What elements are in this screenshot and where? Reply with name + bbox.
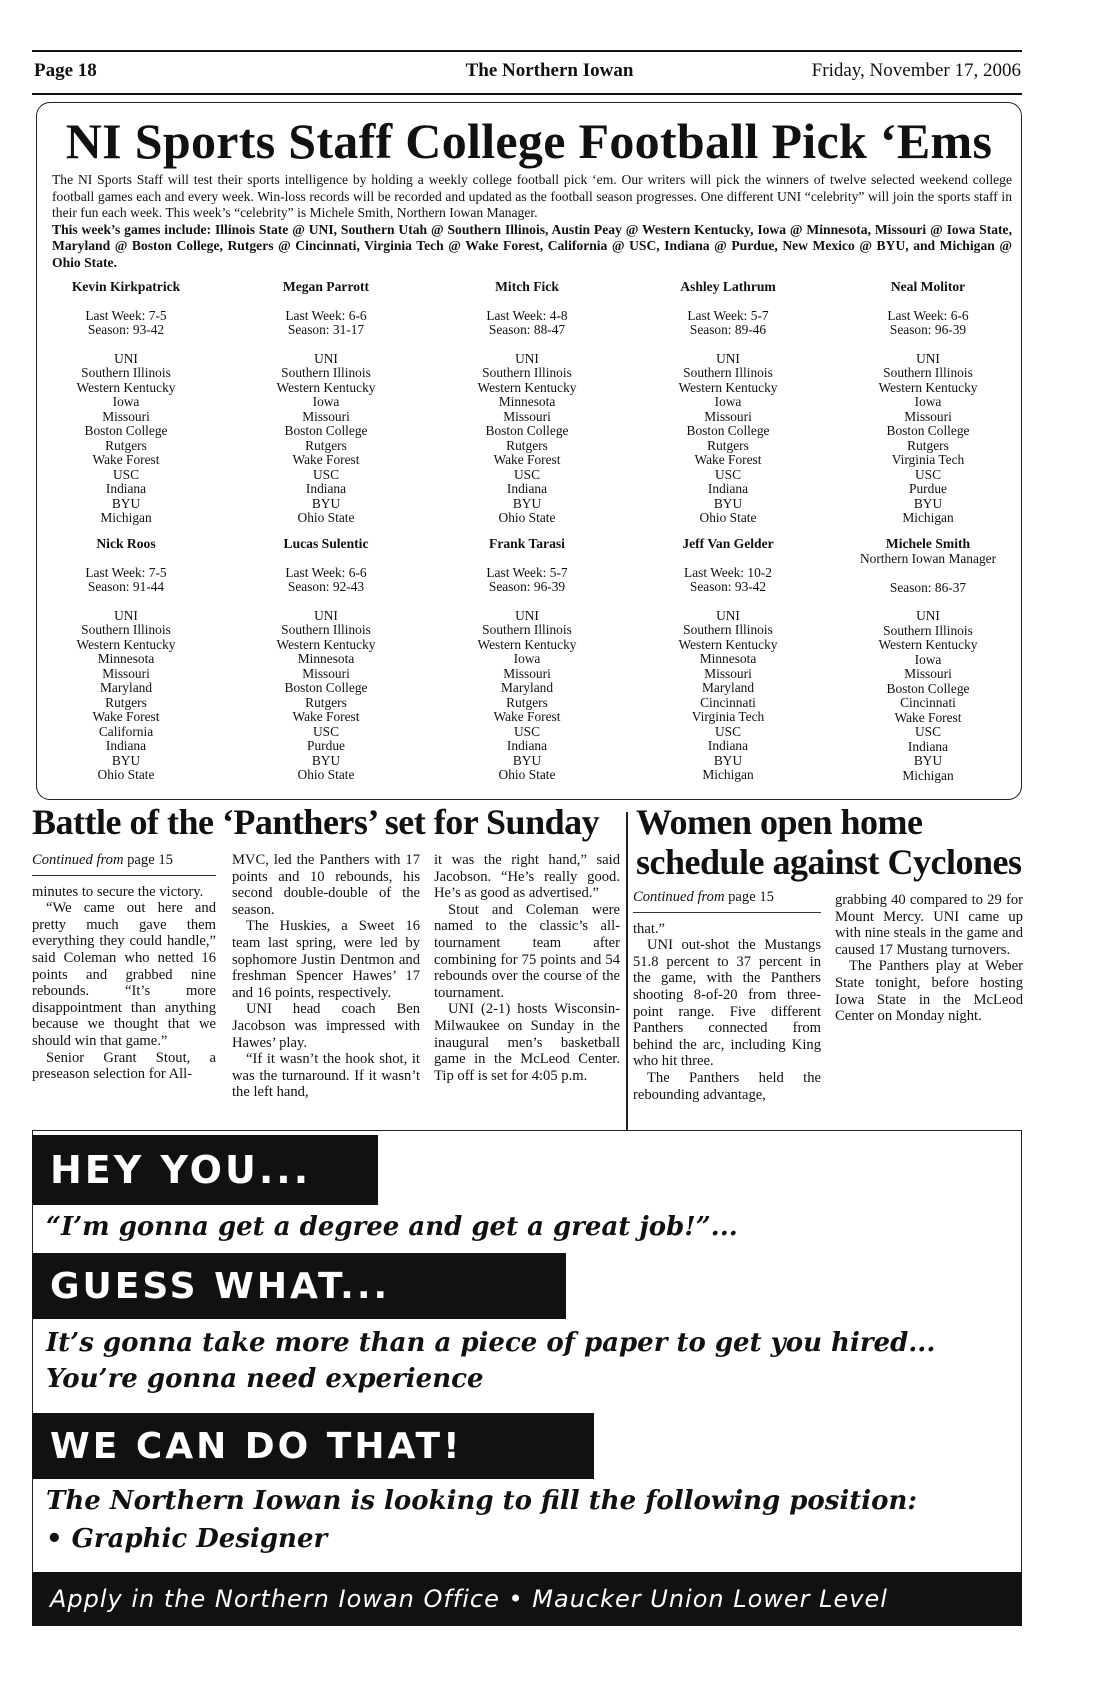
pick-item: Indiana (707, 481, 749, 496)
pick-item: Ohio State (97, 767, 155, 782)
header-top-rule (32, 50, 1022, 52)
pick-item: Minnesota (97, 651, 155, 666)
pick-item: Western Kentucky (878, 379, 978, 395)
paragraph: “We came out here and pretty much gave them everything they could handle,” said Coleman who netted 16 points and grabbed nine rebounds. “It’s more disappointment than anything because we thought that we should win that game.” (32, 900, 216, 1049)
season-record: Season: 96-39 (889, 322, 967, 337)
last-week-record: Last Week: 10-2 (684, 564, 772, 580)
picker-column (628, 537, 828, 783)
pick-item: Missouri (904, 666, 952, 681)
pick-item: Michigan (100, 510, 152, 525)
ad-looking: The Northern Iowan is looking to fill the following position: (46, 1486, 917, 1516)
pick-item: BYU (311, 495, 341, 511)
last-week-record: Last Week: 5-7 (486, 564, 568, 580)
header-bottom-rule (32, 93, 1022, 95)
pick-item: UNI (716, 350, 740, 366)
pick-item: Ohio State (498, 510, 556, 525)
season-record: Season: 88-47 (488, 322, 566, 337)
picker-subtitle (226, 295, 426, 309)
pick-item: Wake Forest (493, 452, 561, 467)
ad-hey-you: HEY YOU... (32, 1135, 378, 1205)
picker-column (26, 537, 226, 783)
pick-item: Indiana (907, 738, 949, 754)
pick-item: Southern Illinois (683, 622, 773, 637)
issue-date: Friday, November 17, 2006 (811, 60, 1021, 81)
pick-item: BYU (913, 495, 943, 511)
newspaper-name: The Northern Iowan (465, 60, 634, 81)
pick-item: Ohio State (297, 510, 355, 525)
picker-subtitle (427, 295, 627, 309)
pick-item: Rutgers (707, 437, 749, 453)
pick-item: Western Kentucky (678, 379, 778, 395)
pick-item: Ohio State (297, 767, 355, 782)
pick-item: Boston College (886, 680, 970, 696)
pick-item: Michigan (902, 510, 954, 525)
pick-item: BYU (713, 495, 743, 511)
pick-item: UNI (716, 607, 740, 623)
pick-item: Wake Forest (92, 452, 160, 467)
continued-from: Continued from page 15 (32, 852, 216, 876)
pick-item: Iowa (914, 651, 942, 667)
pick-item: Boston College (284, 680, 368, 695)
picker-column (628, 280, 828, 526)
pick-item: Wake Forest (894, 709, 962, 725)
picker-column (427, 280, 627, 526)
pick-item: Minnesota (297, 651, 355, 666)
pick-item: USC (312, 723, 340, 739)
picker-name: Frank Tarasi (489, 536, 565, 551)
pick-item: Virginia Tech (891, 452, 965, 467)
pick-item: Western Kentucky (678, 636, 778, 652)
pick-item: Iowa (714, 394, 742, 409)
pick-item: Southern Illinois (482, 622, 572, 637)
paragraph: that.” (633, 920, 666, 937)
season-record: Season: 92-43 (287, 579, 365, 594)
paragraph: UNI (2-1) hosts Wisconsin-Milwaukee on Sunday in the inaugural men’s basketball game in the McLeod Center. Tip off is set for 4:05 p.m. (434, 1001, 620, 1084)
season-record: Season: 96-39 (488, 579, 566, 594)
pick-item: Western Kentucky (276, 379, 376, 395)
continued-from: Continued from page 15 (633, 889, 821, 913)
pick-item: Indiana (707, 738, 749, 753)
pick-item: Boston College (686, 423, 770, 438)
ad-quote: “I’m gonna get a degree and get a great job!”... (46, 1212, 738, 1242)
picker-subtitle (226, 552, 426, 566)
pick-item: BYU (512, 752, 542, 768)
pick-item: Boston College (284, 423, 368, 438)
last-week-record: Last Week: 6-6 (285, 307, 367, 323)
season-record: Season: 31-17 (287, 322, 365, 337)
pick-item: Wake Forest (493, 709, 561, 724)
pick-item: Purdue (909, 481, 947, 496)
pick-item: Rutgers (305, 694, 347, 710)
last-week-record (828, 566, 1028, 581)
picker-column (427, 537, 627, 783)
picker-name: Lucas Sulentic (283, 536, 369, 551)
pick-item: Iowa (112, 394, 140, 409)
pick-item: Western Kentucky (76, 379, 176, 395)
pick-item: Western Kentucky (76, 636, 176, 652)
paragraph: grabbing 40 compared to 29 for Mount Mercy. UNI came up with nine steals in the game and caused 17 Mustang turnovers. (835, 892, 1023, 958)
pick-item: USC (112, 466, 140, 482)
pick-item: Southern Illinois (281, 622, 371, 637)
pick-item: Rutgers (506, 694, 548, 710)
pick-item: Western Kentucky (878, 637, 978, 652)
article-column (434, 852, 620, 1084)
picker-name: Mitch Fick (495, 279, 559, 294)
pick-item: Wake Forest (92, 709, 160, 724)
picker-name: Ashley Lathrum (680, 279, 776, 294)
pick-item: Western Kentucky (477, 379, 577, 395)
pick-item: Missouri (503, 665, 551, 681)
pick-item: Maryland (99, 680, 153, 695)
pick-item: Wake Forest (292, 709, 360, 724)
pick-item: Western Kentucky (276, 636, 376, 652)
pick-item: Missouri (102, 665, 150, 681)
paragraph: The Huskies, a Sweet 16 team last spring, were led by sophomore Justin Dentmon and freshman Spencer Hawes’ 17 and 16 points, respectively. (232, 918, 420, 1001)
last-week-record: Last Week: 7-5 (85, 307, 167, 323)
pick-item: Rutgers (105, 437, 147, 453)
last-week-record: Last Week: 4-8 (486, 307, 568, 323)
pick-item: Indiana (105, 738, 147, 753)
pick-item: Missouri (302, 408, 350, 424)
paragraph: Senior Grant Stout, a preseason selection for All- (32, 1049, 216, 1083)
article-column (232, 852, 420, 1101)
article1-headline: Battle of the ‘Panthers’ set for Sunday (32, 802, 600, 842)
pick-item: USC (914, 466, 942, 482)
picker-column (26, 280, 226, 526)
pick-item: UNI (114, 607, 138, 623)
season-record: Season: 91-44 (87, 579, 165, 594)
last-week-record: Last Week: 6-6 (887, 307, 969, 323)
picker-column (828, 280, 1028, 526)
paragraph: “If it wasn’t the hook shot, it was the turnaround. If it wasn’t the left hand, (232, 1051, 420, 1101)
pick-item: Wake Forest (292, 452, 360, 467)
pick-item: Southern Illinois (683, 365, 773, 380)
pick-item: Iowa (914, 394, 942, 409)
pick-item: Missouri (302, 665, 350, 681)
pick-item: Rutgers (305, 437, 347, 453)
article-column (835, 892, 1023, 1025)
intro-text: The NI Sports Staff will test their sports intelligence by holding a weekly college football pick ‘em. Our writers will pick the winners of twelve selected weekend college football games each and every week. Win-loss records will be recorded and updated as the football season progresses. One different UNI “celebrity” will join the sports staff in their fun each week. This week’s “celebrity” is Michele Smith, Northern Iowan Manager. (52, 172, 1012, 220)
pick-item: Iowa (312, 394, 340, 409)
pick-item: Boston College (485, 423, 569, 438)
picker-name: Kevin Kirkpatrick (71, 279, 181, 294)
pick-item: Ohio State (699, 510, 757, 525)
pick-item: Cincinnati (700, 694, 756, 710)
paragraph: The Panthers held the rebounding advantage, (633, 1069, 821, 1103)
pick-item: UNI (916, 350, 940, 366)
pick-item: BYU (713, 752, 743, 768)
pick-item: Missouri (904, 408, 952, 424)
pick-item: Cincinnati (900, 695, 956, 710)
ad-we-can: WE CAN DO THAT! (32, 1413, 594, 1479)
pick-item: BYU (913, 753, 943, 768)
paragraph: The Panthers play at Weber State tonight, before hosting Iowa State in the McLeod Center on Monday night. (835, 958, 1023, 1025)
paragraph: MVC, led the Panthers with 17 points and 10 rebounds, his second double-double of the season. (232, 852, 420, 918)
pick-ems-intro (52, 172, 1012, 271)
ad-line1: It’s gonna take more than a piece of paper to get you hired... (46, 1328, 936, 1358)
paragraph: UNI out-shot the Mustangs 51.8 percent to 37 percent in the game, with the Panthers shooting 8-of-20 from three-point range. Five different Panthers connected from behind the arc, including King who hit three. (633, 937, 821, 1070)
pick-item: California (98, 723, 154, 739)
ad-apply: Apply in the Northern Iowan Office • Maucker Union Lower Level (32, 1572, 1022, 1626)
pick-item: Purdue (307, 738, 345, 753)
pick-item: UNI (114, 350, 138, 366)
pick-item: USC (714, 723, 742, 739)
pick-item: UNI (314, 350, 338, 366)
paragraph: minutes to secure the victory. (32, 883, 204, 900)
ad-line2: You’re gonna need experience (46, 1364, 484, 1394)
pick-item: USC (513, 466, 541, 482)
picker-subtitle (828, 295, 1028, 309)
pick-ems-title: NI Sports Staff College Football Pick ‘Ems (65, 113, 993, 169)
pick-item: Indiana (305, 481, 347, 496)
pick-item: Missouri (704, 665, 752, 681)
picker-name: Megan Parrott (282, 279, 370, 294)
ad-guess-what: GUESS WHAT... (32, 1253, 566, 1319)
pick-item: Indiana (506, 481, 548, 496)
games-list: This week’s games include: Illinois State @ UNI, Southern Utah @ Southern Illinois, Austin Peay @ Western Kentucky, Iowa @ Minnesota, Missouri @ Iowa State, Maryland @ Boston College, Rutgers @ Cincinnati, Virginia Tech @ Wake Forest, California @ USC, Indiana @ Purdue, New Mexico @ BYU, and Michigan @ Ohio State. (52, 221, 1012, 270)
pick-item: Missouri (503, 408, 551, 424)
pick-item: BYU (311, 752, 341, 768)
pick-item: Boston College (886, 423, 970, 438)
pick-item: Rutgers (907, 437, 949, 453)
ad-position: • Graphic Designer (46, 1524, 328, 1554)
season-record: Season: 93-42 (87, 322, 165, 337)
last-week-record: Last Week: 5-7 (687, 307, 769, 323)
pick-item: UNI (314, 607, 338, 623)
pick-item: UNI (515, 607, 539, 623)
picker-name: Neal Molitor (890, 279, 966, 294)
pick-item: Southern Illinois (81, 365, 171, 380)
article-column (32, 852, 216, 1083)
season-record: Season: 86-37 (889, 579, 967, 595)
pick-item: Maryland (500, 680, 554, 695)
picker-name: Jeff Van Gelder (682, 536, 774, 551)
season-record: Season: 89-46 (689, 322, 767, 337)
last-week-record: Last Week: 7-5 (85, 564, 167, 580)
picker-column (828, 537, 1028, 783)
pick-item: USC (312, 466, 340, 482)
pick-item: BYU (111, 752, 141, 768)
picker-name: Michele Smith (885, 536, 971, 551)
pick-item: Virginia Tech (691, 709, 765, 724)
pick-item: Missouri (704, 408, 752, 424)
pick-item: UNI (916, 608, 940, 623)
last-week-record: Last Week: 6-6 (285, 564, 367, 580)
pick-item: Southern Illinois (883, 365, 973, 380)
picker-column (226, 537, 426, 783)
pick-item: UNI (515, 350, 539, 366)
picker-subtitle (26, 295, 226, 309)
column-divider (626, 812, 628, 1130)
paragraph: UNI head coach Ben Jacobson was impressed with Hawes’ play. (232, 1001, 420, 1051)
pick-item: Ohio State (498, 767, 556, 782)
article-column (633, 889, 821, 1103)
picker-subtitle (26, 552, 226, 566)
article2-headline: Women open home schedule against Cyclones (636, 802, 1022, 882)
picker-subtitle (628, 295, 828, 309)
pick-item: Rutgers (506, 437, 548, 453)
pick-item: Missouri (102, 408, 150, 424)
pick-item: Michigan (902, 767, 954, 783)
pick-item: Maryland (701, 680, 755, 695)
season-record: Season: 93-42 (689, 579, 767, 594)
pick-item: BYU (111, 495, 141, 511)
pick-item: Western Kentucky (477, 636, 577, 652)
pick-item: Southern Illinois (883, 622, 973, 638)
pick-item: Southern Illinois (281, 365, 371, 380)
pick-item: Michigan (702, 767, 754, 782)
pick-item: Southern Illinois (81, 622, 171, 637)
picker-subtitle (628, 552, 828, 566)
pick-item: BYU (512, 495, 542, 511)
paragraph: Stout and Coleman were named to the classic’s all-tournament team after combining for 75 points and 54 rebounds over the course of the tournament. (434, 901, 620, 1001)
pick-item: Minnesota (699, 651, 757, 666)
picker-column (226, 280, 426, 526)
pick-item: Southern Illinois (482, 365, 572, 380)
picker-name: Nick Roos (96, 536, 156, 551)
picker-subtitle: Northern Iowan Manager (859, 550, 997, 566)
pick-item: USC (714, 466, 742, 482)
pick-item: Wake Forest (694, 452, 762, 467)
pick-item: Minnesota (498, 394, 556, 409)
pick-item: Iowa (513, 651, 541, 666)
pick-item: Indiana (105, 481, 147, 496)
pick-item: USC (513, 723, 541, 739)
pick-item: USC (914, 724, 942, 739)
paragraph: it was the right hand,” said Jacobson. “He’s really good. He’s as good as advertised.” (434, 852, 620, 902)
pick-item: Boston College (84, 423, 168, 438)
page-number: Page 18 (34, 60, 97, 81)
picker-subtitle (427, 552, 627, 566)
pick-item: Rutgers (105, 694, 147, 710)
pick-item: Indiana (506, 738, 548, 753)
